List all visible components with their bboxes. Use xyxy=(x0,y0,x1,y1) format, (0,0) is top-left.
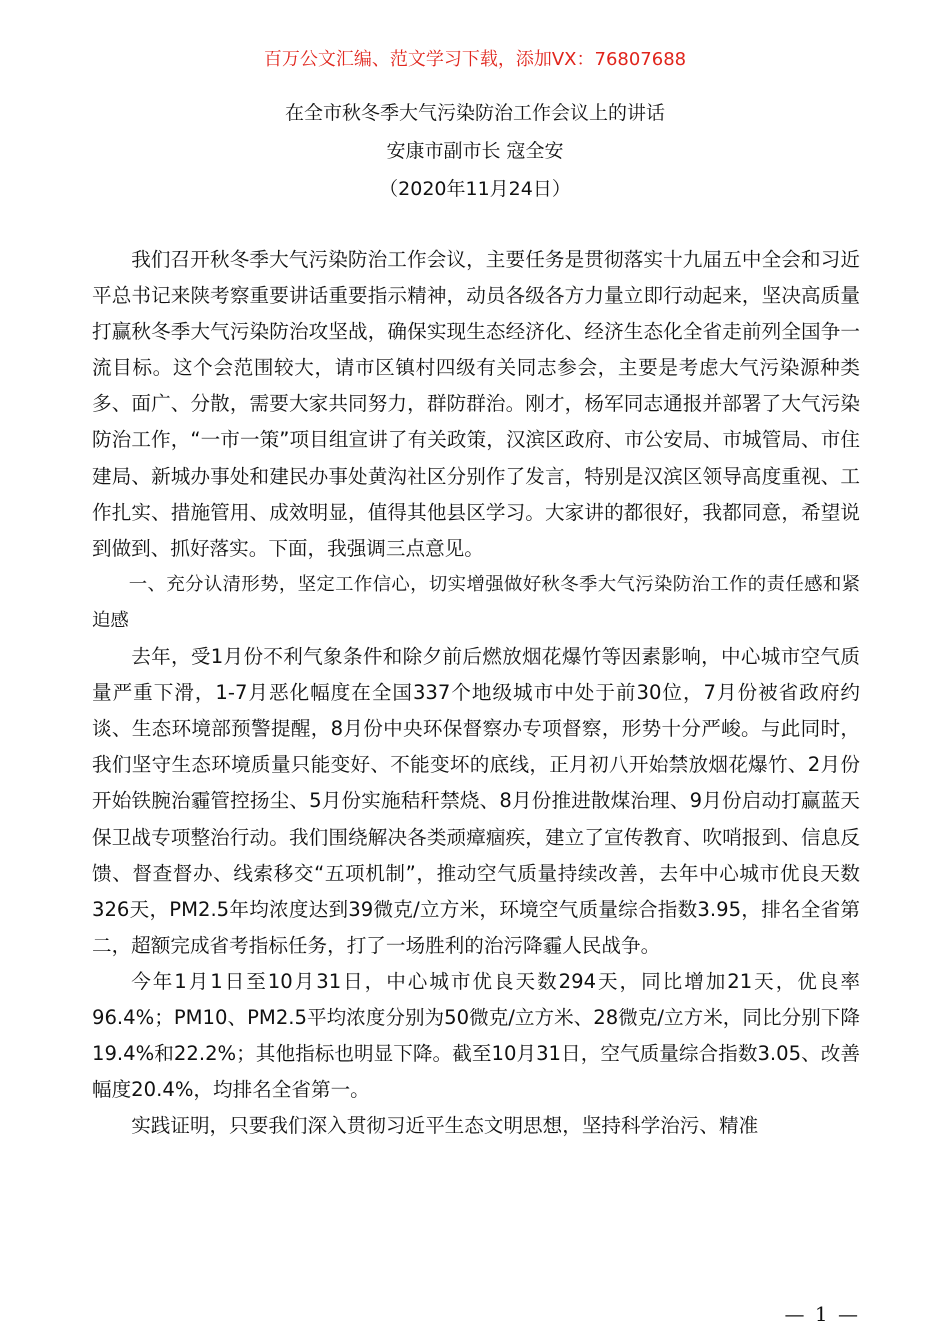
page-number: — 1 — xyxy=(784,1302,860,1326)
promo-banner: 百万公文汇编、范文学习下载，添加VX：76807688 xyxy=(263,49,687,70)
body-paragraph: 实践证明，只要我们深入贯彻习近平生态文明思想，坚持科学治污、精准 xyxy=(131,1114,759,1138)
speaker-line: 安康市副市长 寇全安 xyxy=(386,140,564,162)
speech-date: （2020年11月24日） xyxy=(379,178,571,200)
body-paragraph: 今年1月1日至10月31日，中心城市优良天数294天，同比增加21天，优良率96.4%；PM10、PM2.5平均浓度分别为50微克/立方米、28微克/立方米，同比分别下降19.4%和22.2%；其他指标也明显下降。截至10月31日，空气质量综合指数3.05、改善幅度20.4%，均排名全省第一。 xyxy=(92,969,860,1102)
section-heading: 一、充分认清形势，坚定工作信心，切实增强做好秋冬季大气污染防治工作的责任感和紧迫感 xyxy=(92,573,860,631)
speech-title: 在全市秋冬季大气污染防治工作会议上的讲话 xyxy=(284,102,665,124)
body-paragraph: 去年，受1月份不利气象条件和除夕前后燃放烟花爆竹等因素影响，中心城市空气质量严重下滑，1-7月恶化幅度在全国337个地级城市中处于前30位，7月份被省政府约谈、生态环境部预警提醒，8月份中央环保督察办专项督察，形势十分严峻。与此同时，我们坚守生态环境质量只能变好、不能变坏的底线，正月初八开始禁放烟花爆竹、2月份开始铁腕治霾管控扬尘、5月份实施秸秆禁烧、8月份推进散煤治理、9月份启动打赢蓝天保卫战专项整治行动。我们围绕解决各类顽瘴痼疾，建立了宣传教育、吹哨报到、信息反馈、督查督办、线索移交“五项机制”，推动空气质量持续改善，去年中心城市优良天数326天，PM2.5年均浓度达到39微克/立方米，环境空气质量综合指数3.95，排名全省第二，超额完成省考指标任务，打了一场胜利的治污降霾人民战争。 xyxy=(92,645,860,957)
speech-body xyxy=(92,242,860,1144)
body-paragraph: 我们召开秋冬季大气污染防治工作会议，主要任务是贯彻落实十九届五中全会和习近平总书记来陕考察重要讲话重要指示精神，动员各级各方力量立即行动起来，坚决高质量打赢秋冬季大气污染防治攻坚战，确保实现生态经济化、经济生态化全省走前列全国争一流目标。这个会范围较大，请市区镇村四级有关同志参会，主要是考虑大气污染源种类多、面广、分散，需要大家共同努力，群防群治。刚才，杨军同志通报并部署了大气污染防治工作，“一市一策”项目组宣讲了有关政策，汉滨区政府、市公安局、市城管局、市住建局、新城办事处和建民办事处黄沟社区分别作了发言，特别是汉滨区领导高度重视、工作扎实、措施管用、成效明显，值得其他县区学习。大家讲的都很好，我都同意，希望说到做到、抓好落实。下面，我强调三点意见。 xyxy=(92,248,860,560)
